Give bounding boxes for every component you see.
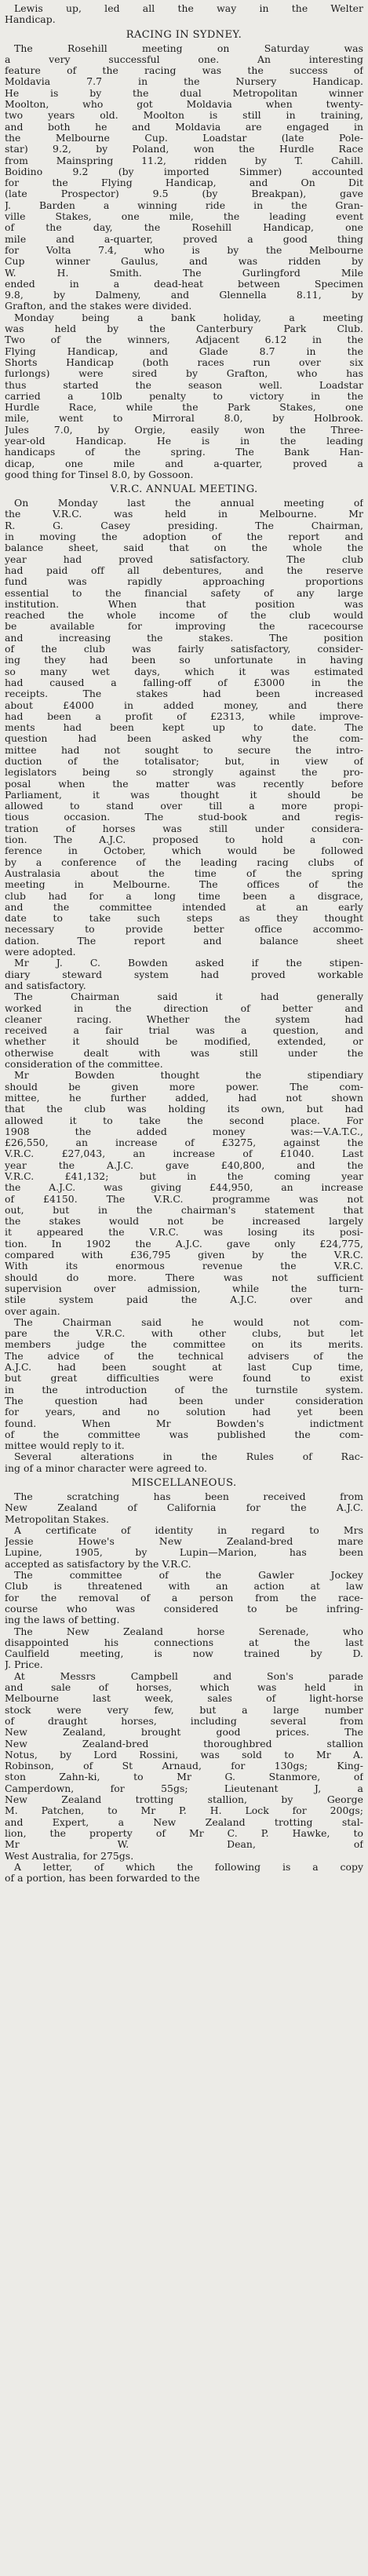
text-line: thus started the season well. Loadstar <box>5 379 363 391</box>
text-line: Australasia about the time of the spring <box>5 867 363 879</box>
article-paragraph <box>5 1317 363 1452</box>
text-line: by a conference of the leading racing clubs of <box>5 856 363 868</box>
text-line: New Zealand, brought good prices. The <box>5 1727 363 1739</box>
text-line: ments had been kept up to date. The <box>5 722 363 734</box>
text-line: dation. The report and balance sheet <box>5 935 363 947</box>
text-line: whether it should be modified, extended, or <box>5 1036 363 1048</box>
text-line: the Melbourne Cup. Loadstar (late Pole- <box>5 132 363 144</box>
text-line: legislators being so strongly against the pro- <box>5 767 363 779</box>
text-line: and sale of horses, which was held in <box>5 1682 363 1694</box>
text-line: for the Flying Handicap, and On Dit <box>5 177 363 189</box>
article-paragraph <box>5 1862 363 1885</box>
text-line: but great difficulties were found to exist <box>5 1373 363 1385</box>
text-line: so many wet days, which it was estimated <box>5 666 363 677</box>
text-line: allowed it to take the second place. For <box>5 1115 363 1126</box>
article-paragraph <box>5 1626 363 1671</box>
text-line: The Chairman said it had generally <box>14 991 363 1003</box>
text-line: found. When Mr Bowden's indictment <box>5 1418 363 1429</box>
text-line: balance sheet, said that on the whole the <box>5 542 363 554</box>
text-line: J. Barden a winning ride in the Gran- <box>5 199 363 211</box>
text-line: were adopted. <box>5 947 76 958</box>
text-line: year the A.J.C. gave £40,800, and the <box>5 1159 363 1171</box>
text-line: posal when the matter was recently before <box>5 778 363 790</box>
text-line: He is by the dual Metropolitan winner <box>5 87 363 99</box>
text-line: institution. When that position was <box>5 598 363 610</box>
text-line: New Zealand trotting stallion, by George <box>5 1794 363 1806</box>
text-line: for years, and no solution had yet been <box>5 1407 363 1418</box>
text-line: £26,550, an increase of £3275, against the <box>5 1137 363 1149</box>
text-line: accepted as satisfactory by the V.R.C. <box>5 1558 191 1570</box>
article-paragraph <box>5 1491 363 1525</box>
text-line: ston Zahn-ki, to Mr G. Stanmore, of <box>5 1771 363 1783</box>
text-line: New Zealand of California for the A.J.C. <box>5 1502 363 1514</box>
text-line: Boidino 9.2 (by imported Simmer) accounted <box>5 166 363 177</box>
text-line: M. Patchen, to Mr P. H. Lock for 200gs; <box>5 1805 363 1817</box>
text-line: Notus, by Lord Rossini, was sold to Mr A. <box>5 1749 363 1761</box>
text-line: out, but in the chairman's statement that <box>5 1204 363 1216</box>
text-line: should be given more power. The com- <box>5 1081 363 1093</box>
text-line: fund was rapidly approaching proportions <box>5 576 363 588</box>
text-line: club had for a long time been a disgrace, <box>5 890 363 902</box>
text-line: of the club was fairly satisfactory, consider- <box>5 644 363 655</box>
text-line: The Rosehill meeting on Saturday was <box>14 42 363 54</box>
text-line: was held by the Canterbury Park Club. <box>5 323 363 335</box>
text-line: furlongs) were sired by Grafton, who has <box>5 368 363 380</box>
text-line: lion, the property of Mr C. P. Hawke, to <box>5 1827 363 1839</box>
text-line: mile, went to Mirroral 8.0, by Holbrook. <box>5 413 363 425</box>
text-line: With its enormous revenue the V.R.C. <box>5 1261 363 1272</box>
text-line: stile system paid the A.J.C. over and <box>5 1294 363 1306</box>
text-line: feature of the racing was the success of <box>5 65 363 77</box>
text-line: Mr J. C. Bowden asked if the stipen- <box>14 958 363 969</box>
text-line: ing they had been so unfortunate in having <box>5 655 363 666</box>
text-line: Caulfield meeting, is now trained by D. <box>5 1648 363 1660</box>
section-heading: RACING IN SYDNEY. <box>126 28 242 41</box>
text-line: 1908 the added money was:—V.A.T.C., <box>5 1126 363 1137</box>
text-line: in the introduction of the turnstile system. <box>5 1384 363 1396</box>
text-line: Lewis up, led all the way in the Welter <box>14 3 363 14</box>
text-line: Club is threatened with an action at law <box>5 1581 363 1593</box>
text-line: consideration of the committee. <box>5 1059 163 1071</box>
text-line: cleaner racing. Whether the system had <box>5 1013 363 1025</box>
text-line: Metropolitan Stakes. <box>5 1513 109 1525</box>
text-line: Lupine, 1905, by Lupin—Marion, has been <box>5 1547 363 1559</box>
text-line: Handicap. <box>5 14 56 26</box>
text-line: star) 9.2, by Poland, won the Hurdle Race <box>5 144 363 155</box>
text-line: date to take such steps as they thought <box>5 913 363 925</box>
text-line: meeting in Melbourne. The offices of the <box>5 879 363 891</box>
text-line: pare the V.R.C. with other clubs, but let <box>5 1328 363 1340</box>
text-line: J. Price. <box>5 1659 43 1671</box>
text-line: of a portion, has been forwarded to the <box>5 1873 200 1885</box>
text-line: and both he and Moldavia are engaged in <box>5 121 363 133</box>
text-line: V.R.C. £41,132; but in the coming year <box>5 1170 363 1182</box>
text-line: two years old. Moolton is still in training, <box>5 110 363 122</box>
text-line: diary steward system had proved workable <box>5 969 363 980</box>
text-line: carried a 10lb penalty to victory in the <box>5 390 363 402</box>
section-heading: MISCELLANEOUS. <box>131 1477 237 1489</box>
text-line: for Volta 7.4, who is by the Melbourne <box>5 244 363 256</box>
text-line: a very successful one. An interesting <box>5 53 363 65</box>
text-line: dicap, one mile and a-quarter, proved a <box>5 458 363 469</box>
text-line: question had been asked why the com- <box>5 733 363 745</box>
text-line: essential to the financial safety of any large <box>5 587 363 599</box>
text-line: members judge the committee on its merits. <box>5 1339 363 1351</box>
text-line: the stakes would not be increased largely <box>5 1216 363 1228</box>
text-line: Two of the winners, Adjacent 6.12 in the <box>5 334 363 346</box>
article-paragraph <box>5 498 363 958</box>
text-line: received a fair trial was a question, and <box>5 1025 363 1037</box>
text-line: On Monday last the annual meeting of <box>14 498 363 509</box>
text-line: The New Zealand horse Serenade, who <box>14 1626 363 1637</box>
text-line: A.J.C. had been sought at last Cup time, <box>5 1362 363 1374</box>
text-line: Flying Handicap, and Glade 8.7 in the <box>5 345 363 357</box>
text-line: ended in a dead-heat between Specimen <box>5 278 363 290</box>
text-line: year had proved satisfactory. The club <box>5 553 363 565</box>
article-paragraph <box>5 1070 363 1317</box>
text-line: R. G. Casey presiding. The Chairman, <box>5 520 363 531</box>
text-line: the A.J.C. was giving £44,950, an increase <box>5 1182 363 1194</box>
text-line: receipts. The stakes had been increased <box>5 688 363 700</box>
text-line: Shorts Handicap (both races run over six <box>5 356 363 368</box>
text-line: Jessie Howe's New Zealand-bred mare <box>5 1536 363 1548</box>
text-line: had caused a falling-off of £3000 in the <box>5 677 363 688</box>
text-line: Camperdown, for 55gs; Lieutenant J, a <box>5 1782 363 1794</box>
text-line: The committee of the Gawler Jockey <box>14 1570 363 1582</box>
text-line: Mr Bowden thought the stipendiary <box>14 1070 363 1082</box>
text-line: about £4000 in added money, and there <box>5 699 363 711</box>
text-line: handicaps of the spring. The Bank Han- <box>5 447 363 458</box>
text-line: it appeared the V.R.C. was losing its posi- <box>5 1227 363 1239</box>
text-line: The advice of the technical advisers of the <box>5 1350 363 1362</box>
text-line: A certificate of identity in regard to Mrs <box>14 1524 363 1536</box>
text-line: that the club was holding its own, but had <box>5 1104 363 1115</box>
article-paragraph <box>5 312 363 480</box>
text-line: in moving the adoption of the report and <box>5 531 363 543</box>
text-line: Monday being a bank holiday, a meeting <box>14 312 363 323</box>
text-line: from Mainspring 11.2, ridden by T. Cahill. <box>5 155 363 166</box>
text-line: year-old Handicap. He is in the leading <box>5 435 363 447</box>
text-line: allowed to stand over till a more propi- <box>5 801 363 812</box>
text-line: The Chairman said he would not com- <box>14 1316 363 1328</box>
text-line: supervision over admission, while the turn- <box>5 1283 363 1294</box>
text-line: had been a profit of £2313, while improve- <box>5 710 363 722</box>
text-line: A letter, of which the following is a copy <box>14 1861 363 1873</box>
article-paragraph <box>5 3 363 26</box>
text-line: Parliament, it was thought it should be <box>5 789 363 801</box>
text-line: disappointed his connections at the last <box>5 1636 363 1648</box>
text-line: ville Stakes, one mile, the leading event <box>5 211 363 223</box>
text-line: mile and a-quarter, proved a good thing <box>5 233 363 245</box>
article-paragraph <box>5 958 363 991</box>
text-line: stock were very few, but a large number <box>5 1704 363 1716</box>
text-line: should do more. There was not sufficient <box>5 1272 363 1283</box>
text-line: Mr W. Dean, of <box>5 1839 363 1851</box>
text-line: West Australia, for 275gs. <box>5 1850 134 1862</box>
text-line: and increasing the stakes. The position <box>5 632 363 644</box>
text-line: the V.R.C. was held in Melbourne. Mr <box>5 509 363 520</box>
text-line: and Expert, a New Zealand trotting stal- <box>5 1816 363 1828</box>
text-line: Hurdle Race, while the Park Stakes, one <box>5 402 363 414</box>
text-line: necessary to provide better office accommo- <box>5 924 363 936</box>
text-line: ing of a minor character were agreed to. <box>5 1462 207 1474</box>
text-line: Several alterations in the Rules of Rac- <box>14 1451 363 1463</box>
text-line: and the committee intended at an early <box>5 901 363 913</box>
text-line: worked in the direction of better and <box>5 1002 363 1014</box>
text-line: Moldavia 7.7 in the Nursery Handicap. <box>5 76 363 88</box>
text-line: be available for improving the racecourse <box>5 621 363 633</box>
text-line: for the removal of a person from the race- <box>5 1592 363 1604</box>
text-line: of £4150. The V.R.C. programme was not <box>5 1193 363 1205</box>
text-line: course who was considered to be infring- <box>5 1603 363 1615</box>
text-line: tious occasion. The stud-book and regis- <box>5 812 363 823</box>
text-line: ference in October, which would be followed <box>5 845 363 857</box>
text-line: ing the laws of betting. <box>5 1615 120 1626</box>
text-line: At Messrs Campbell and Son's parade <box>14 1670 363 1682</box>
article-paragraph <box>5 1671 363 1862</box>
text-line: and satisfactory. <box>5 980 86 991</box>
text-line: W. H. Smith. The Gurlingford Mile <box>5 267 363 279</box>
text-line: 9.8, by Dalmeny, and Glennella 8.11, by <box>5 290 363 301</box>
text-line: The scratching has been received from <box>14 1491 363 1502</box>
text-line: V.R.C. £27,043, an increase of £1040. Last <box>5 1148 363 1160</box>
text-line: Melbourne last week, sales of light-horse <box>5 1693 363 1705</box>
text-line: of draught horses, including several from <box>5 1715 363 1727</box>
text-line: Robinson, of St Arnaud, for 130gs; King- <box>5 1761 363 1772</box>
text-line: compared with £36,795 given by the V.R.C. <box>5 1250 363 1261</box>
text-line: over again. <box>5 1305 60 1317</box>
article-paragraph <box>5 1451 363 1474</box>
text-line: mittee would reply to it. <box>5 1440 125 1452</box>
text-line: Grafton, and the stakes were divided. <box>5 301 192 312</box>
text-line: Jules 7.0, by Orgie, easily won the Three- <box>5 424 363 436</box>
text-line: Moolton, who got Moldavia when twenty- <box>5 99 363 111</box>
text-line: Cup winner Gaulus, and was ridden by <box>5 256 363 268</box>
text-line: good thing for Tinsel 8.0, by Gossoon. <box>5 469 194 480</box>
text-line: otherwise dealt with was still under the <box>5 1047 363 1059</box>
text-line: duction of the totalisator; but, in view of <box>5 756 363 767</box>
text-line: tration of horses was still under considera- <box>5 823 363 834</box>
text-line: tion. In 1902 the A.J.C. gave only £24,775, <box>5 1238 363 1250</box>
text-line: of the committee was published the com- <box>5 1428 363 1440</box>
article-paragraph <box>5 43 363 312</box>
text-line: mittee, he further added, had not shown <box>5 1092 363 1104</box>
text-line: mittee had not sought to secure the intro- <box>5 744 363 756</box>
text-line: (late Prospector) 9.5 (by Breakpan), gave <box>5 188 363 200</box>
section-heading: V.R.C. ANNUAL MEETING. <box>110 483 258 496</box>
text-line: had paid off all debentures, and the reserve <box>5 564 363 576</box>
text-line: tion. The A.J.C. proposed to hold a con- <box>5 834 363 846</box>
article-paragraph <box>5 991 363 1070</box>
article-paragraph <box>5 1525 363 1570</box>
text-line: reached the whole income of the club would <box>5 610 363 622</box>
text-line: New Zealand-bred thoroughbred stallion <box>5 1738 363 1750</box>
text-line: The question had been under consideration <box>5 1395 363 1407</box>
article-paragraph <box>5 1570 363 1626</box>
text-line: of the day, the Rosehill Handicap, one <box>5 222 363 234</box>
